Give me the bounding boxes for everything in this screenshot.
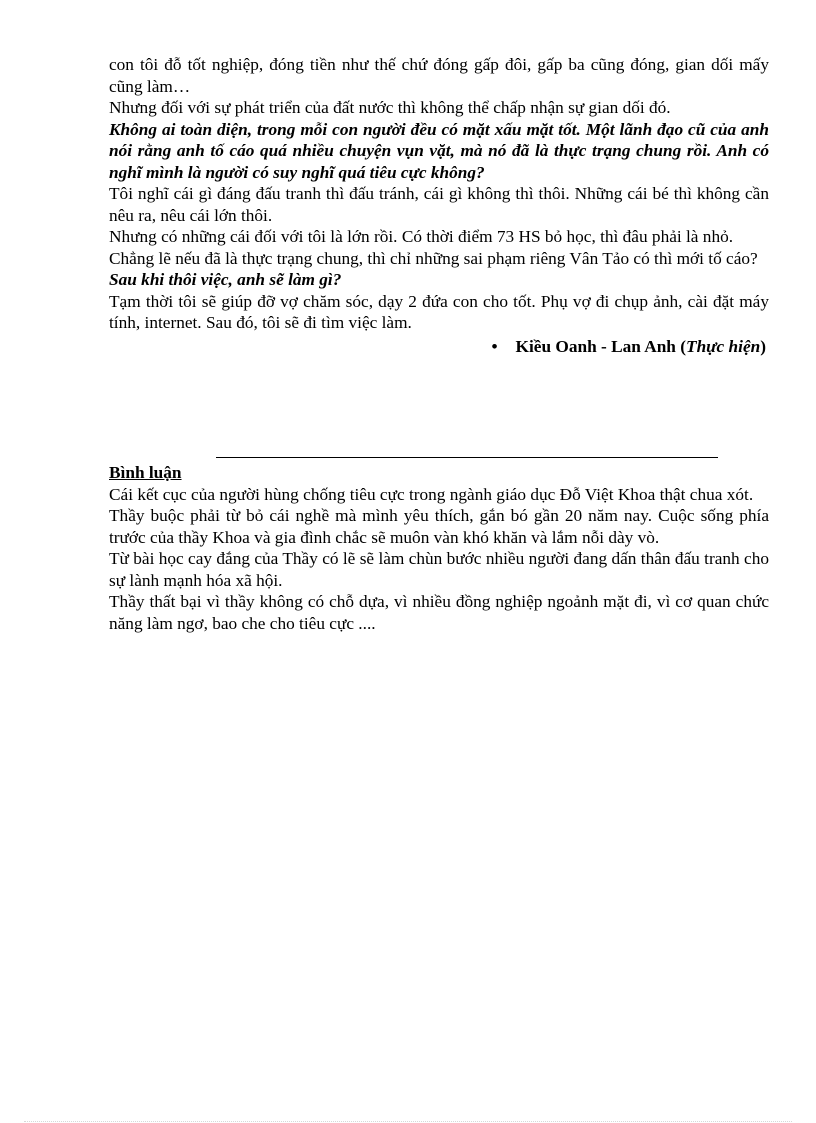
comment-paragraph: Thầy buộc phải từ bỏ cái nghề mà mình yêu thích, gắn bó gần 20 năm nay. Cuộc sống phía trước của thầy Khoa và gia đình chắc sẽ muôn vàn khó khăn và lắm nỗi dày vò. — [109, 506, 769, 547]
article-body — [109, 54, 769, 357]
interview-question: Không ai toàn diện, trong mỗi con người đều có mặt xấu mặt tốt. Một lãnh đạo cũ của anh nói rằng anh tố cáo quá nhiều chuyện vụn vặt, mà nó đã là thực trạng chung rồi. Anh có nghĩ mình là người có suy nghĩ quá tiêu cực không? — [109, 119, 769, 182]
article-paragraph: Nhưng đối với sự phát triển của đất nước thì không thể chấp nhận sự gian dối đó. — [109, 98, 671, 117]
article-paragraph: Tạm thời tôi sẽ giúp đỡ vợ chăm sóc, dạy 2 đứa con cho tốt. Phụ vợ đi chụp ảnh, cài đặt máy tính, internet. Sau đó, tôi sẽ đi tìm việc làm. — [109, 291, 769, 332]
article-paragraph: Chẳng lẽ nếu đã là thực trạng chung, thì chỉ những sai phạm riêng Vân Tảo có thì mới tố cáo? — [109, 248, 758, 268]
byline: • Kiều Oanh - Lan Anh (Thực hiện) — [491, 336, 766, 356]
comment-paragraph: Từ bài học cay đắng của Thầy có lẽ sẽ làm chùn bước nhiều người đang dấn thân đấu tranh cho sự lành mạnh hóa xã hội. — [109, 549, 769, 590]
comment-heading: Bình luận — [109, 463, 182, 482]
comment-paragraph: Thầy thất bại vì thầy không có chỗ dựa, vì nhiều đồng nghiệp ngoảnh mặt đi, vì cơ quan chức năng làm ngơ, bao che cho tiêu cực .... — [109, 592, 769, 633]
byline-authors: Kiều Oanh - Lan Anh — [515, 336, 676, 356]
article-paragraph: Nhưng có những cái đối với tôi là lớn rồi. Có thời điểm 73 HS bỏ học, thì đâu phải là nhỏ. — [109, 227, 734, 246]
comment-section — [109, 462, 769, 634]
article-paragraph: Tôi nghĩ cái gì đáng đấu tranh thì đấu tránh, cái gì không thì thôi. Những cái bé thì không cần nêu ra, nêu cái lớn thôi. — [109, 184, 769, 225]
byline-role: Thực hiện — [686, 336, 761, 356]
bullet-icon: • — [491, 336, 498, 356]
section-divider — [216, 457, 718, 458]
article-paragraph: con tôi đỗ tốt nghiệp, đóng tiền như thế chứ đóng gấp đôi, gấp ba cũng đóng, gian dối mấy cũng làm… — [109, 55, 769, 96]
page-bottom-rule — [24, 1121, 792, 1122]
comment-paragraph: Cái kết cục của người hùng chống tiêu cực trong ngành giáo dục Đỗ Việt Khoa thật chua xót. — [109, 484, 754, 504]
interview-question: Sau khi thôi việc, anh sẽ làm gì? — [109, 270, 342, 289]
